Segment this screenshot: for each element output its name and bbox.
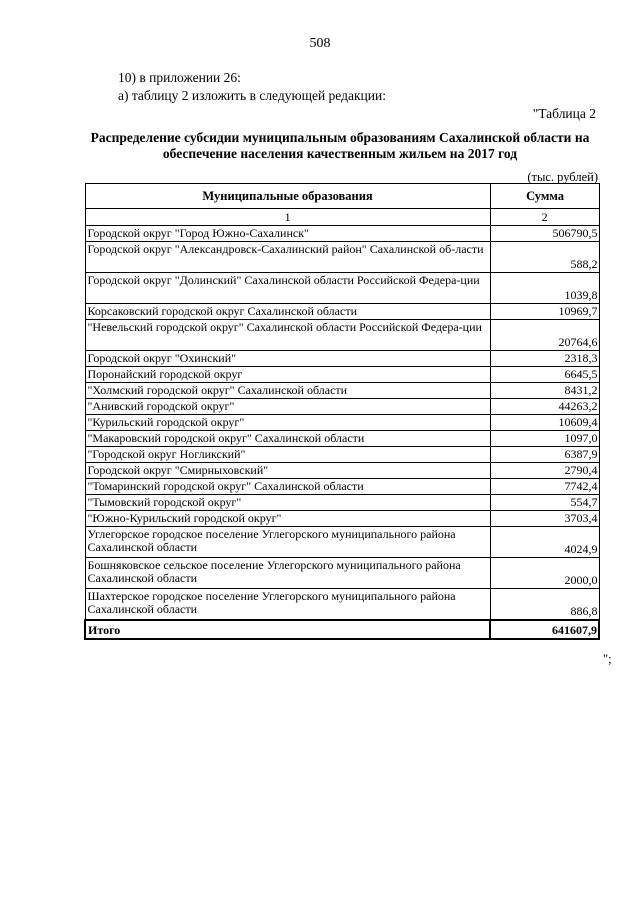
table-row — [85, 447, 599, 463]
municipality-name: Поронайский городской округ — [85, 367, 490, 383]
table-row — [85, 463, 599, 479]
closing-quote: "; — [603, 652, 612, 666]
document-title — [80, 130, 600, 162]
municipality-name: Шахтерское городское поселение Углегорского муниципального района Сахалинской области — [85, 589, 490, 621]
municipality-name: "Томаринский городской округ" Сахалинской области — [85, 479, 490, 495]
table-row — [85, 511, 599, 527]
table-row — [85, 415, 599, 431]
subsidy-amount: 10609,4 — [490, 415, 599, 431]
column-number-row — [85, 209, 599, 226]
table-row — [85, 242, 599, 273]
total-amount: 641607,9 — [490, 620, 599, 639]
subsidy-amount: 1039,8 — [490, 273, 599, 304]
municipality-name: Корсаковский городской округ Сахалинской области — [85, 304, 490, 320]
subsidy-amount: 6645,5 — [490, 367, 599, 383]
subsidy-amount: 8431,2 — [490, 383, 599, 399]
table-row — [85, 527, 599, 558]
municipality-name: "Курильский городской округ" — [85, 415, 490, 431]
subsidy-amount: 7742,4 — [490, 479, 599, 495]
municipality-name: Городской округ "Долинский" Сахалинской области Российской Федера-ции — [85, 273, 490, 304]
column-number-1: 1 — [85, 209, 490, 226]
table-row — [85, 431, 599, 447]
subsidy-amount: 554,7 — [490, 495, 599, 511]
municipality-name: Городской округ "Охинский" — [85, 351, 490, 367]
subsidy-amount: 1097,0 — [490, 431, 599, 447]
subsidy-table — [84, 183, 600, 640]
table-row — [85, 351, 599, 367]
subsidy-amount: 2000,0 — [490, 558, 599, 589]
table-row — [85, 383, 599, 399]
municipality-name: "Городской округ Ногликский" — [85, 447, 490, 463]
table-row — [85, 589, 599, 621]
title-line-2: обеспечение населения качественным жильем на 2017 год — [162, 146, 518, 161]
table-row — [85, 399, 599, 415]
municipality-name: "Невельский городской округ" Сахалинской области Российской Федера-ции — [85, 320, 490, 351]
table-row — [85, 367, 599, 383]
table-row — [85, 479, 599, 495]
header-municipalities: Муниципальные образования — [85, 184, 490, 209]
table-row — [85, 304, 599, 320]
subsidy-amount: 2790,4 — [490, 463, 599, 479]
municipality-name: Городской округ "Город Южно-Сахалинск" — [85, 226, 490, 242]
municipality-name: Городской округ "Александровск-Сахалинский район" Сахалинской об-ласти — [85, 242, 490, 273]
page-number: 508 — [309, 36, 331, 51]
subsidy-amount: 3703,4 — [490, 511, 599, 527]
municipality-name: Углегорское городское поселение Углегорского муниципального района Сахалинской области — [85, 527, 490, 558]
subsidy-amount: 44263,2 — [490, 399, 599, 415]
subsidy-amount: 4024,9 — [490, 527, 599, 558]
municipality-name: "Холмский городской округ" Сахалинской области — [85, 383, 490, 399]
table-row — [85, 495, 599, 511]
subsidy-amount: 6387,9 — [490, 447, 599, 463]
municipality-name: Городской округ "Смирныховский" — [85, 463, 490, 479]
subsidy-amount: 506790,5 — [490, 226, 599, 242]
table-label: "Таблица 2 — [532, 106, 596, 121]
municipality-name: "Тымовский городской округ" — [85, 495, 490, 511]
subsidy-amount: 20764,6 — [490, 320, 599, 351]
subsidy-amount: 2318,3 — [490, 351, 599, 367]
municipality-name: Бошняковское сельское поселение Углегорского муниципального района Сахалинской области — [85, 558, 490, 589]
title-line-1: Распределение субсидии муниципальным образованиям Сахалинской области на — [90, 130, 590, 145]
subsidy-amount: 10969,7 — [490, 304, 599, 320]
total-label: Итого — [85, 620, 490, 639]
intro-line-1: 10) в приложении 26: — [118, 70, 241, 85]
table-row — [85, 226, 599, 242]
subsidy-amount: 886,8 — [490, 589, 599, 621]
column-number-2: 2 — [490, 209, 599, 226]
municipality-name: "Макаровский городской округ" Сахалинской области — [85, 431, 490, 447]
municipality-name: "Анивский городской округ" — [85, 399, 490, 415]
units-label: (тыс. рублей) — [527, 170, 598, 184]
table-row — [85, 558, 599, 589]
header-sum: Сумма — [490, 184, 599, 209]
subsidy-amount: 588,2 — [490, 242, 599, 273]
total-row — [85, 620, 599, 639]
municipality-name: "Южно-Курильский городской округ" — [85, 511, 490, 527]
table-header-row — [85, 184, 599, 209]
table-row — [85, 273, 599, 304]
table-row — [85, 320, 599, 351]
intro-line-2: а) таблицу 2 изложить в следующей редакции: — [118, 88, 386, 103]
